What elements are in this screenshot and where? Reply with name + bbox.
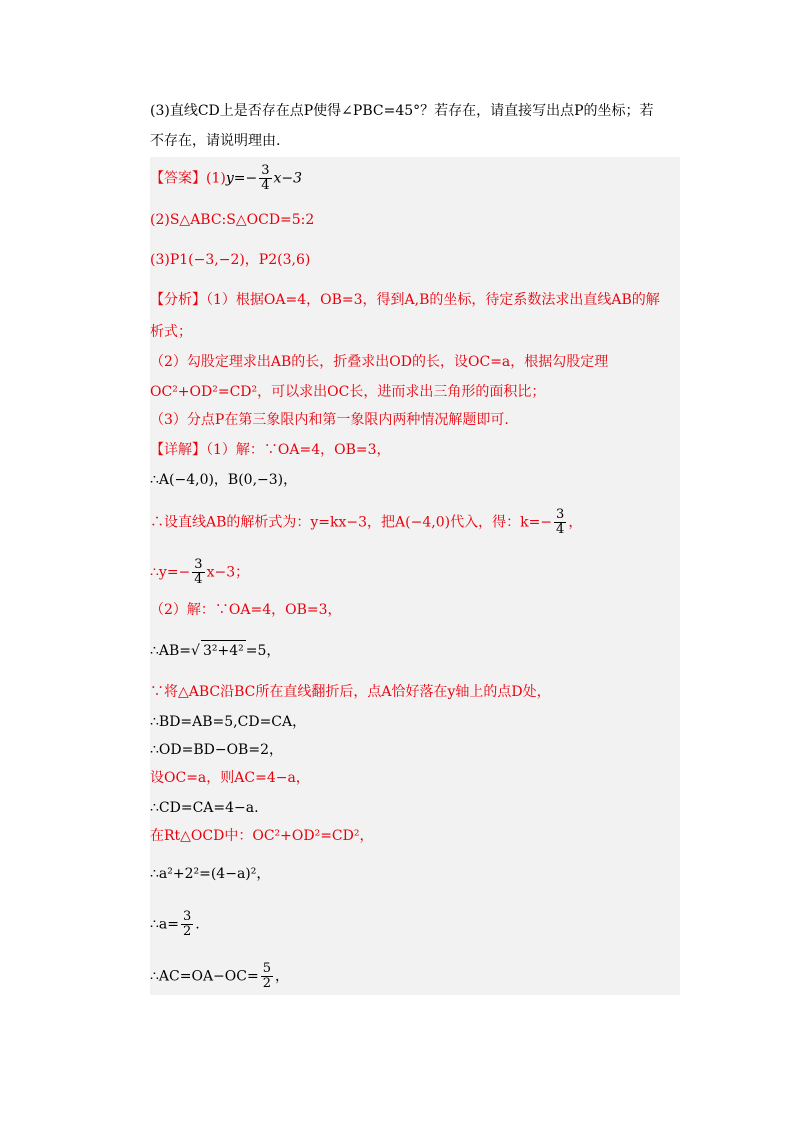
detail-line-8: ∴BD=AB=5,CD=CA， [150,714,307,730]
fraction: $\frac{3}{2}$ [182,909,192,939]
question-3 [150,96,680,156]
detail-line-1: 【详解】（1）解：∵OA=4，OB=3， [150,442,391,458]
question-line-1: (3)直线CD上是否存在点P使得∠PBC=45°？若存在，请直接写出点P的坐标；若 [150,103,654,119]
answer-line-2: (2)S△ABC:S△OCD=5:2 [150,212,315,228]
detail-line-3: ∴设直线AB的解析式为：y=kx−3，把A(−4,0)代入，得：k=− $\frac{3}{4}$ ， [150,507,583,537]
detail-line-11: ∴CD=CA=4−a. [150,800,259,816]
analysis-line-1: 【分析】（1）根据OA=4，OB=3，得到A,B的坐标，待定系数法求出直线AB的解 [150,292,660,308]
detail-line-2: ∴A(−4,0)，B(0,−3)， [150,472,298,488]
detail-line-9: ∴OD=BD−OB=2， [150,742,283,758]
analysis-tag: 【分析】 [150,292,206,308]
answer-line-1: 【答案】(1)y=− $\frac{3}{4}$ x−3 [150,163,303,193]
fraction: $\frac{3}{4}$ [261,163,270,193]
answer-line-3: (3)P1(−3,−2)，P2(3,6) [150,252,311,268]
detail-line-10: 设OC=a，则AC=4−a， [150,770,310,786]
detail-line-15: ∴AC=OA−OC= $\frac{5}{2}$ ， [150,961,289,991]
analysis-line-2: 析式； [150,324,192,340]
detail-line-13: ∴a²+2²=(4−a)²， [150,866,271,882]
detail-line-12: 在Rt△OCD中：OC²+OD²=CD²， [150,828,374,844]
question-line-2: 不存在，请说明理由. [150,133,281,149]
fraction: $\frac{3}{4}$ [194,557,203,587]
detail-line-5: （2）解：∵OA=4，OB=3， [150,602,342,618]
analysis-line-3: （2）勾股定理求出AB的长，折叠求出OD的长，设OC=a，根据勾股定理 [150,354,609,370]
analysis-line-4: OC²+OD²=CD²，可以求出OC长，进而求出三角形的面积比； [150,384,546,400]
fraction: $\frac{3}{4}$ [556,507,565,537]
fraction: $\frac{5}{2}$ [262,961,271,991]
analysis-line-5: （3）分点P在第三象限内和第一象限内两种情况解题即可. [150,412,509,428]
radicand: 3²+4² [201,640,246,661]
detail-line-14: ∴a= $\frac{3}{2}$ . [150,909,200,939]
detail-line-6: ∴AB=√ 3²+4² =5， [150,640,680,661]
detail-line-7: ∵将△ABC沿BC所在直线翻折后，点A恰好落在y轴上的点D处， [150,684,551,700]
detail-tag: 【详解】 [150,442,206,458]
detail-line-4: ∴y=− $\frac{3}{4}$ x−3； [150,557,250,587]
sqrt-sign: √ [191,643,200,659]
answer-tag: 【答案】 [150,170,206,187]
